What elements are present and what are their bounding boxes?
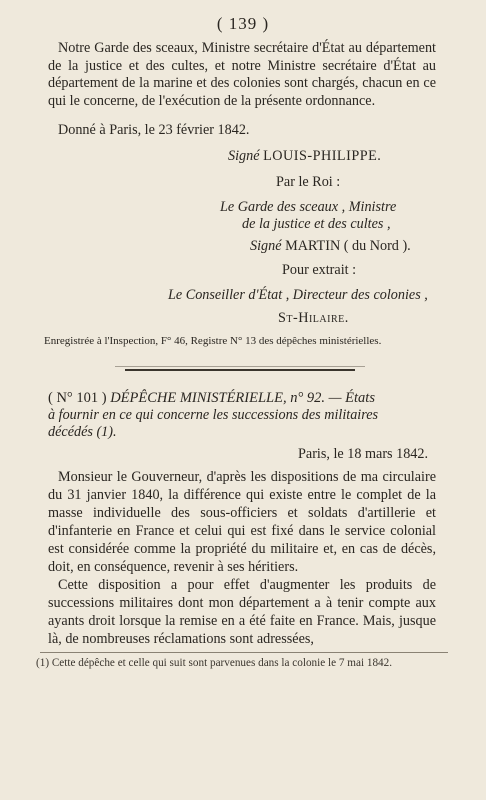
st-hilaire: St-Hilaire. xyxy=(278,310,349,326)
par-le-roi: Par le Roi : xyxy=(276,174,341,190)
closing-paragraph: Notre Garde des sceaux, Ministre secrétaire d'État au département de la justice et des cultes, et notre Ministre secrétaire d'État au département de la marine et des colonies sont chargés, chacun en ce qui le concerne, de l'exécution de la présente ordonnance. xyxy=(48,40,436,109)
martin-name: MARTIN ( du Nord ). xyxy=(285,238,411,254)
section-divider xyxy=(125,369,355,371)
footnote: (1) Cette dépêche et celle qui suit sont parvenues dans la colonie le 7 mai 1842. xyxy=(36,657,393,669)
date-given: Donné à Paris, le 23 février 1842. xyxy=(58,122,250,138)
dispatch-heading-line-3: décédés (1). xyxy=(48,424,117,440)
conseiller-line: Le Conseiller d'État , Directeur des colonies , xyxy=(168,287,428,303)
dispatch-paragraph-2: Cette disposition a pour effet d'augmenter les produits de successions militaires dont mon département a à tenir compte aux ayants droit lorsque la remise en a été faite en France. Mais, jusque là, de nombreuses réclamations sont adressées, xyxy=(48,577,436,647)
dispatch-number: ( N° 101 ) xyxy=(48,390,107,406)
dispatch-dateline: Paris, le 18 mars 1842. xyxy=(298,446,429,462)
king-name: LOUIS-PHILIPPE. xyxy=(263,148,382,164)
king-signature xyxy=(228,148,381,165)
dispatch-heading-rest: , n° 92. — États xyxy=(282,390,375,406)
footnote-rule xyxy=(40,652,448,653)
dispatch-title: DÉPÊCHE MINISTÉRIELLE xyxy=(110,390,283,406)
garde-line-2: de la justice et des cultes , xyxy=(242,216,391,232)
dispatch-heading xyxy=(48,390,375,407)
dispatch-paragraph-1: Monsieur le Gouverneur, d'après les dispositions de ma circulaire du 31 janvier 1840, la différence qui existe entre le complet de la masse individuelle des sous-officiers et soldats d'artillerie et d'infanterie en France et celui qui est fixé dans le service colonial est considérée comme la propriété du militaire et, en cas de décès, doit, en conséquence, revenir à ses héritiers. xyxy=(48,469,436,575)
registration-note: Enregistrée à l'Inspection, F° 46, Registre N° 13 des dépêches ministérielles. xyxy=(44,335,382,347)
dispatch-heading-line-2: à fournir en ce qui concerne les successions des militaires xyxy=(48,407,379,423)
page-number: ( 139 ) xyxy=(216,14,270,33)
pour-extrait: Pour extrait : xyxy=(282,262,357,278)
martin-signature xyxy=(250,238,411,255)
signe-label: Signé xyxy=(228,148,260,164)
garde-line-1: Le Garde des sceaux , Ministre xyxy=(220,199,397,215)
signe-label-2: Signé xyxy=(250,238,282,254)
